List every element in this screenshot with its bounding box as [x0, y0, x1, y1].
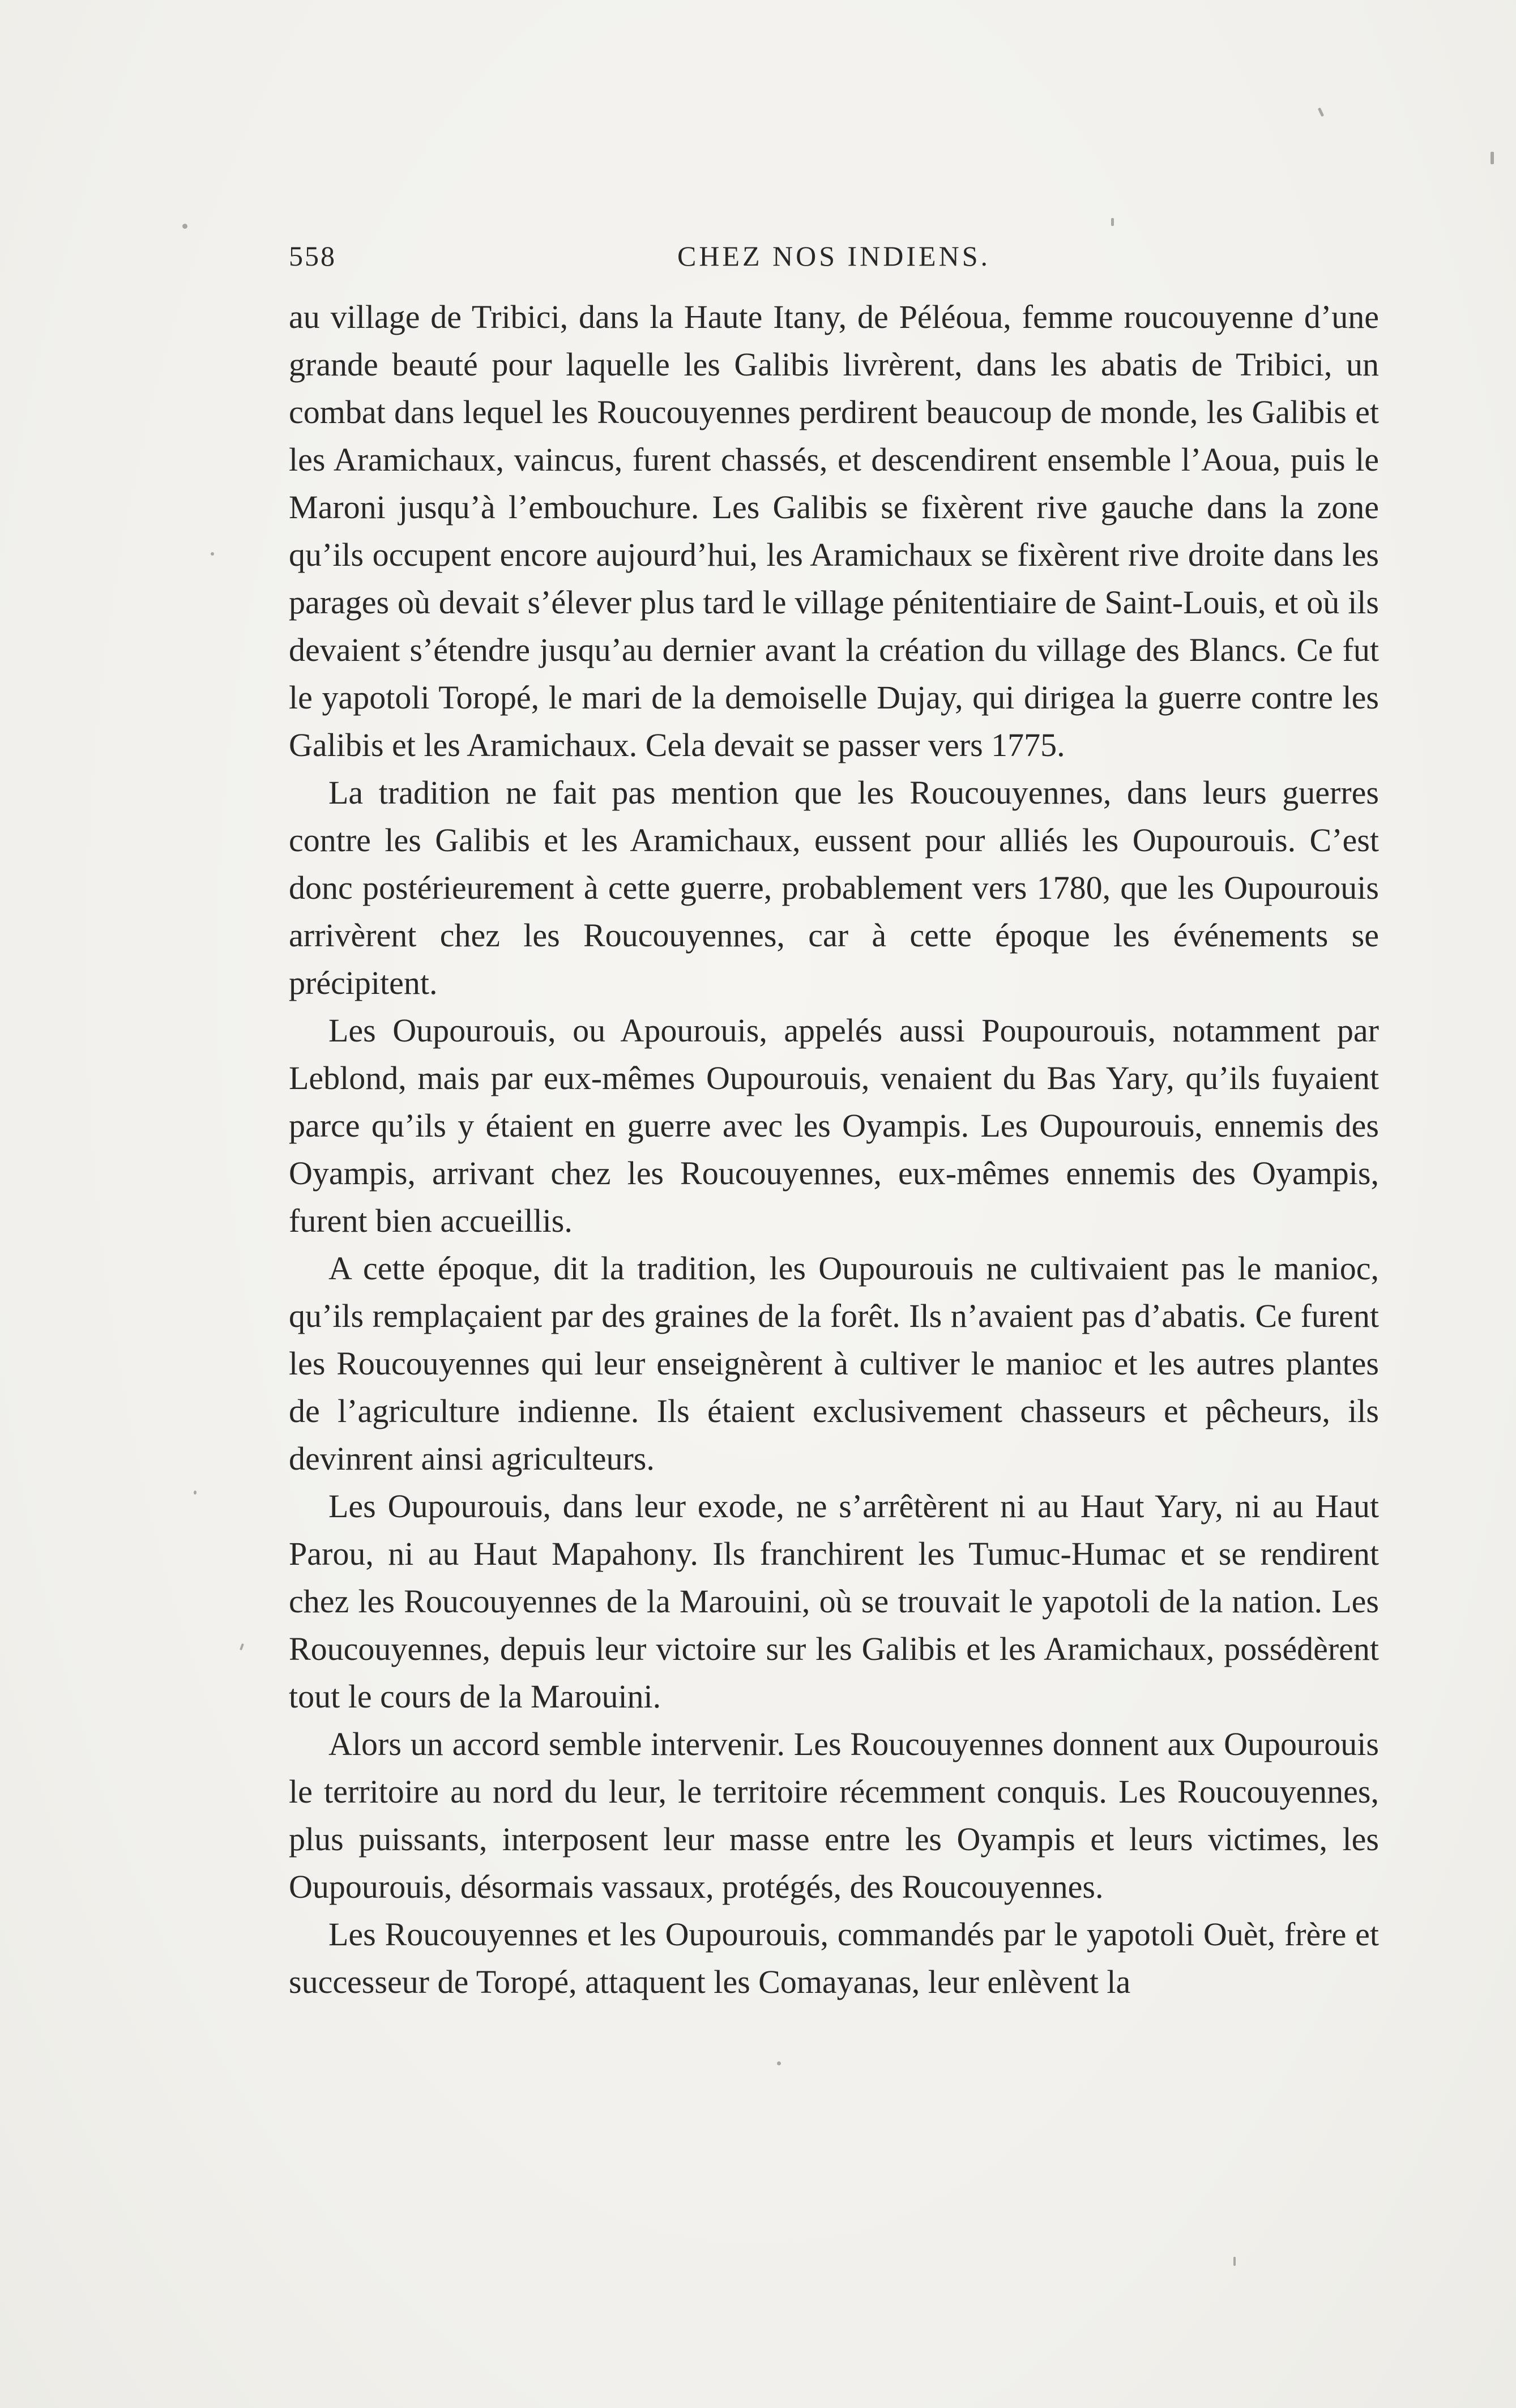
- paper-speck: [240, 1643, 244, 1651]
- running-title: CHEZ NOS INDIENS.: [677, 240, 991, 272]
- paragraph: Les Oupourouis, dans leur exode, ne s’arrêtèrent ni au Haut Yary, ni au Haut Parou, ni au Haut Mapahony. Ils franchirent les Tumuc-Humac et se rendirent chez les Roucouyennes de la Marouini, où se trouvait le yapotoli de la nation. Les Roucouyennes, depuis leur victoire sur les Galibis et les Aramichaux, possédèrent tout le cours de la Marouini.: [289, 1488, 1379, 1715]
- paragraph: La tradition ne fait pas mention que les Roucouyennes, dans leurs guerres contre les Galibis et les Aramichaux, eussent pour alliés les Oupourouis. C’est donc postérieurement à cette guerre, probablement vers 1780, que les Oupourouis arrivèrent chez les Roucouyennes, car à cette époque les événements se précipitent.: [289, 774, 1379, 1001]
- running-head: [289, 229, 1379, 275]
- body-text: [289, 293, 1379, 2006]
- paper-speck: [211, 552, 214, 556]
- paper-speck: [182, 224, 187, 229]
- page-number: 558: [289, 240, 336, 272]
- paragraph-continued: au village de Tribici, dans la Haute Itany, de Péléoua, femme roucouyenne d’une grande beauté pour laquelle les Galibis livrèrent, dans les abatis de Tribici, un combat dans lequel les Roucouyennes perdirent beaucoup de monde, les Galibis et les Aramichaux, vaincus, furent chassés, et descendirent ensemble l’Aoua, puis le Maroni jusqu’à l’embouchure. Les Galibis se fixèrent rive gauche dans la zone qu’ils occupent encore aujourd’hui, les Aramichaux se fixèrent rive droite dans les parages où devait s’élever plus tard le village pénitentiaire de Saint-Louis, et où ils devaient s’étendre jusqu’au dernier avant la création du village des Blancs. Ce fut le yapotoli Toropé, le mari de la demoiselle Dujay, qui dirigea la guerre contre les Galibis et les Aramichaux. Cela devait se passer vers 1775.: [289, 298, 1379, 763]
- paper-speck: [1233, 2257, 1236, 2266]
- paper-speck: [1318, 108, 1324, 117]
- paragraph: A cette époque, dit la tradition, les Oupourouis ne cultivaient pas le manioc, qu’ils remplaçaient par des graines de la forêt. Ils n’avaient pas d’abatis. Ce furent les Roucouyennes qui leur enseignèrent à cultiver le manioc et les autres plantes de l’agriculture indienne. Ils étaient exclusivement chasseurs et pêcheurs, ils devinrent ainsi agriculteurs.: [289, 1250, 1379, 1477]
- paper-speck: [1491, 152, 1494, 164]
- paragraph: Les Roucouyennes et les Oupourouis, commandés par le yapotoli Ouèt, frère et successeur de Toropé, attaquent les Comayanas, leur enlèvent la: [289, 1916, 1379, 2000]
- paper-speck: [1111, 218, 1114, 226]
- paragraph: Les Oupourouis, ou Apourouis, appelés aussi Poupourouis, notamment par Leblond, mais par eux-mêmes Oupourouis, venaient du Bas Yary, qu’ils fuyaient parce qu’ils y étaient en guerre avec les Oyampis. Les Oupourouis, ennemis des Oyampis, arrivant chez les Roucouyennes, eux-mêmes ennemis des Oyampis, furent bien accueillis.: [289, 1012, 1379, 1239]
- paper-speck: [777, 2061, 781, 2065]
- paragraph: Alors un accord semble intervenir. Les Roucouyennes donnent aux Oupourouis le territoire au nord du leur, le territoire récemment conquis. Les Roucouyennes, plus puissants, interposent leur masse entre les Oyampis et leurs victimes, les Oupourouis, désormais vassaux, protégés, des Roucouyennes.: [289, 1726, 1379, 1905]
- paper-speck: [194, 1491, 197, 1495]
